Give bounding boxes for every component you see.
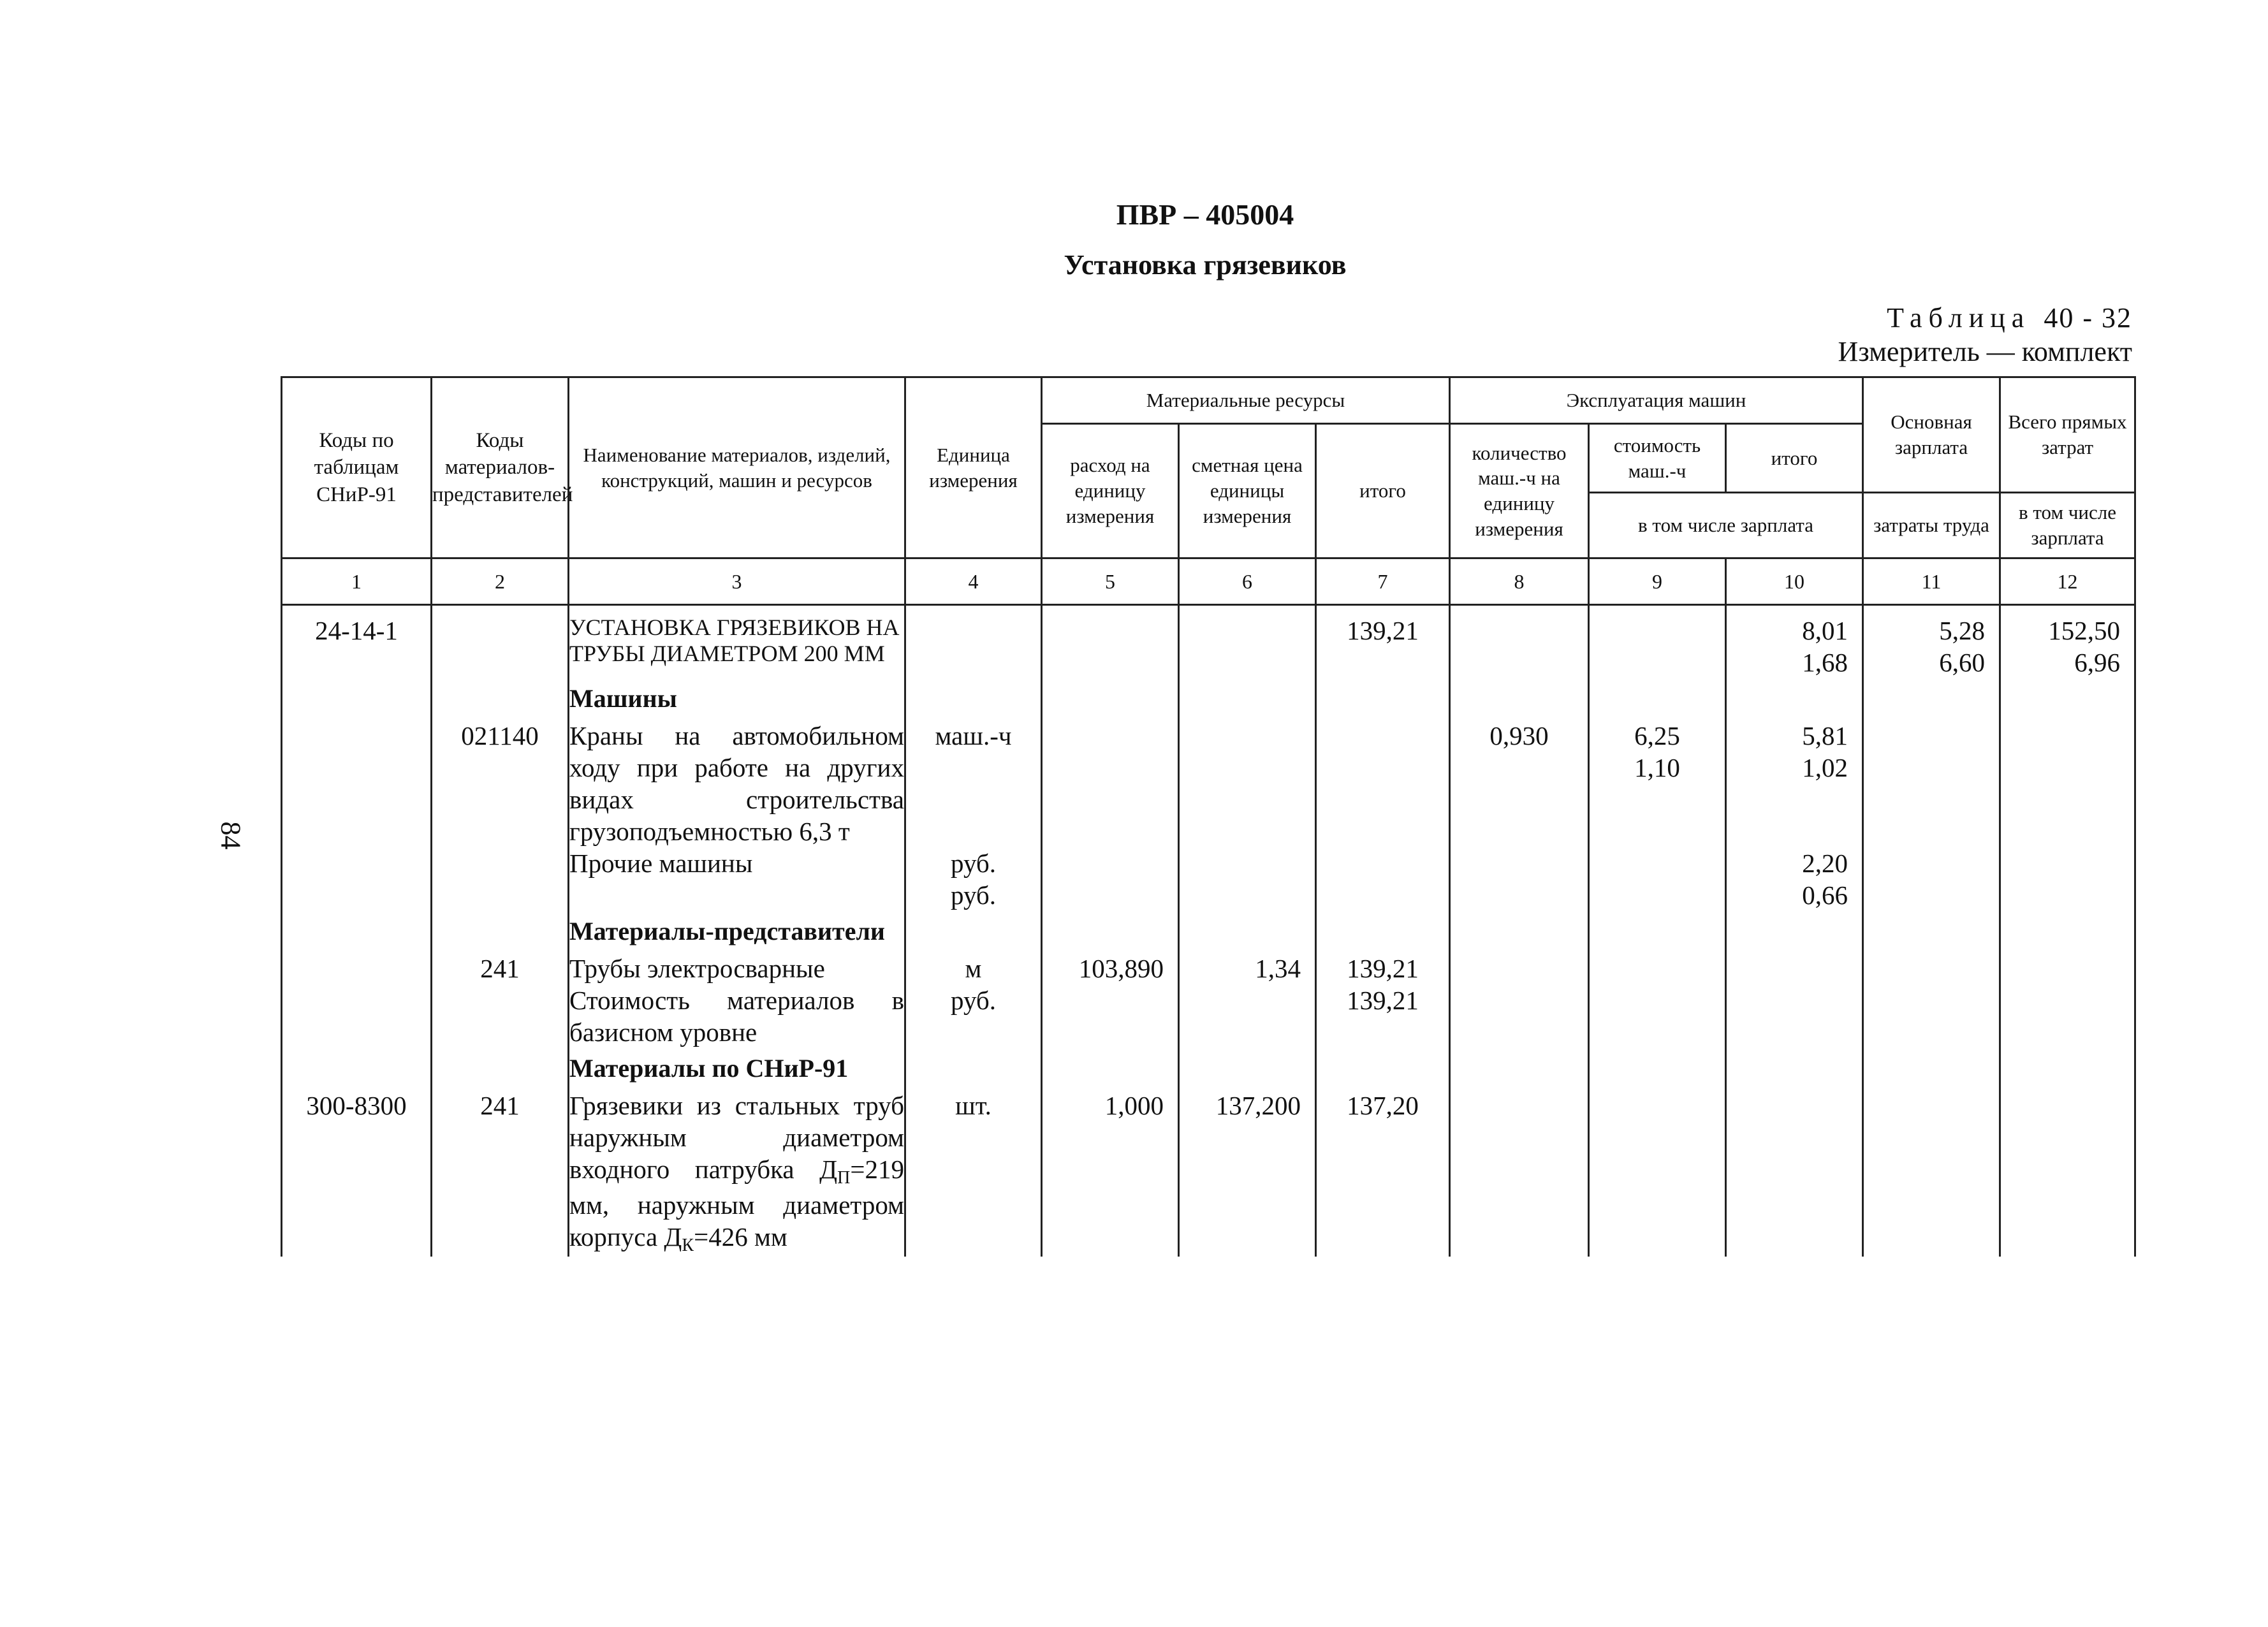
basic-wage [1863,615,2000,678]
header-sub-9-10: в том числе зарплата [1589,493,1863,558]
table-row [282,615,2135,678]
document-code: ПВР – 405004 [1116,198,1294,231]
column-number: 5 [1042,558,1179,605]
unit: руб. [905,984,1042,1048]
unit: маш.-ч [905,720,1042,847]
column-number: 8 [1450,558,1589,605]
header-col-2: Коды материалов-представителей [432,377,569,558]
unit-price: 137,200 [1179,1090,1316,1257]
section-heading-materials-rep: Материалы-представители [569,911,905,952]
document-subtitle: Установка грязевиков [1064,249,1347,281]
column-number: 10 [1726,558,1863,605]
consumption-rate: 103,890 [1042,952,1179,984]
table-row [282,1090,2135,1257]
header-col-7: итого [1316,424,1450,558]
direct-costs-value: 152,50 [2048,616,2121,645]
material-total: 137,20 [1316,1090,1450,1257]
item-name-part: Грязевики из стальных труб наружным диаметром входного патрубка Д [569,1090,904,1184]
column-number: 12 [2000,558,2135,605]
table-label [1887,302,2132,334]
unit-value: руб. [950,880,997,910]
section-row [282,678,2135,720]
header-col-11-sub: затраты труда [1863,493,2000,558]
material-total: 139,21 [1316,984,1450,1048]
rep-code: 241 [432,1090,569,1257]
unit-price: 1,34 [1179,952,1316,984]
item-name-part: =219 мм, наружным диаметром корпуса Д [569,1154,904,1251]
column-number: 4 [905,558,1042,605]
machine-hour-cost [1589,720,1726,847]
machine-total-value: 8,01 [1802,616,1848,645]
section-row [282,1048,2135,1090]
table-row [282,984,2135,1048]
consumption-rate: 1,000 [1042,1090,1179,1257]
machine-total [1726,720,1863,847]
unit [905,847,1042,911]
machine-total-value: 2,20 [1802,848,1848,878]
item-name-part: =426 мм [694,1222,787,1251]
labor-cost-value: 6,60 [1939,648,1986,678]
snip-code: 300-8300 [282,1090,432,1257]
column-number: 6 [1179,558,1316,605]
unit-value: руб. [950,848,997,878]
material-total: 139,21 [1316,615,1450,678]
header-col-8: количество маш.-ч на единицу измерения [1450,424,1589,558]
item-name [569,1090,905,1257]
column-number: 7 [1316,558,1450,605]
header-col-12: Всего прямых затрат [2000,377,2135,493]
machine-total-wage: 1,02 [1802,752,1848,782]
item-name: Прочие машины [569,847,905,911]
header-group-materials: Материальные ресурсы [1042,377,1450,424]
header-col-1: Коды по таблицам СНиР-91 [282,377,432,558]
table-row [282,847,2135,911]
measure-unit: Измеритель — комплект [1838,336,2132,367]
header-col-11: Основная зарплата [1863,377,2000,493]
resource-table [281,376,2136,1257]
column-number: 2 [432,558,569,605]
page-number: 84 [215,821,247,850]
table-label-number: 40 - 32 [2044,302,2132,333]
section-heading-machines: Машины [569,678,905,720]
table-row [282,720,2135,847]
column-number: 11 [1863,558,2000,605]
subscript: П [837,1167,851,1188]
column-number: 1 [282,558,432,605]
subscript: К [682,1235,694,1255]
table-label-word: Таблица [1887,302,2031,333]
machine-total-value: 5,81 [1802,720,1848,750]
header-group-machines: Эксплуатация машин [1450,377,1863,424]
machine-hours-qty: 0,930 [1450,720,1589,847]
machine-total-wage: 1,68 [1802,648,1848,678]
table-row [282,952,2135,984]
column-number-row [282,558,2135,605]
direct-costs-wage: 6,96 [2074,648,2121,678]
header-col-5: расход на единицу измерения [1042,424,1179,558]
unit: шт. [905,1090,1042,1257]
item-name: УСТАНОВКА ГРЯЗЕВИКОВ НА ТРУБЫ ДИАМЕТРОМ 200 ММ [569,615,905,678]
direct-costs [2000,615,2135,678]
material-total: 139,21 [1316,952,1450,984]
header-col-12-sub: в том числе зарплата [2000,493,2135,558]
machine-hour-cost-wage: 1,10 [1634,752,1680,782]
spacer-row [282,605,2135,615]
unit: м [905,952,1042,984]
snip-code: 24-14-1 [282,615,432,678]
item-name: Трубы электросварные [569,952,905,984]
header-col-10: итого [1726,424,1863,493]
header-row-1 [282,377,2135,424]
header-col-3: Наименование материалов, изделий, конструкций, машин и ресурсов [569,377,905,558]
item-name: Стоимость материалов в базисном уровне [569,984,905,1048]
machine-hour-cost-value: 6,25 [1634,720,1680,750]
header-col-4: Единица измерения [905,377,1042,558]
section-heading-materials-snip: Материалы по СНиР-91 [569,1048,905,1090]
rep-code: 021140 [432,720,569,847]
machine-total [1726,847,1863,911]
item-name: Краны на автомобильном ходу при работе на других видах строительства грузоподъемностью 6,3 т [569,720,905,847]
rep-code: 241 [432,952,569,984]
column-number: 9 [1589,558,1726,605]
column-number: 3 [569,558,905,605]
basic-wage-value: 5,28 [1939,616,1986,645]
header-col-6: сметная цена единицы измерения [1179,424,1316,558]
section-row [282,911,2135,952]
header-col-9: стоимость маш.-ч [1589,424,1726,493]
machine-total [1726,615,1863,678]
machine-total-wage: 0,66 [1802,880,1848,910]
